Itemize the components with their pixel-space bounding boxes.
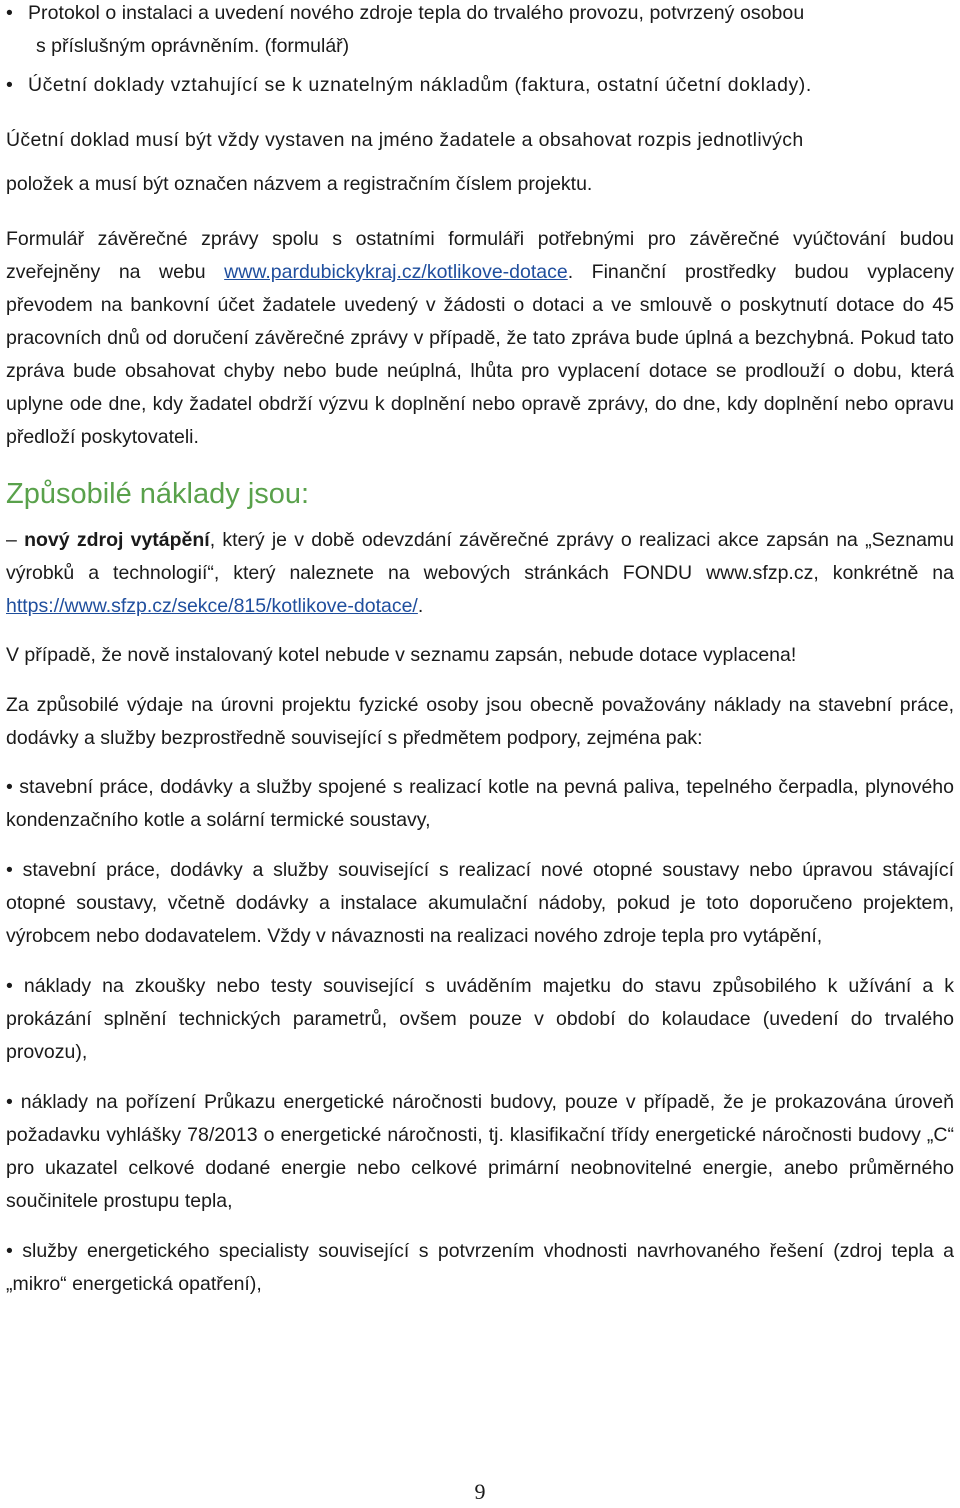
cost-item-tests: • náklady na zkoušky nebo testy související s uváděním majetku do stavu způsobilého k užívání a k prokázání splnění technických parametrů, ovšem pouze v období do kolaudace (uvedení do trvalého provozu),: [6, 975, 954, 1063]
bullet-item-invoices: [6, 69, 954, 102]
doc-para-line1: Účetní doklad musí být vždy vystaven na jméno žadatele a obsahovat rozpis jednotlivých: [6, 129, 804, 151]
cost-item-heat-source-works: • stavební práce, dodávky a služby spojené s realizací kotle na pevná paliva, tepelného čerpadla, plynového kondenzačního kotle a solární termické soustavy,: [6, 776, 954, 831]
bullet-text-protocol-line1: Protokol o instalaci a uvedení nového zdroje tepla do trvalého provozu, potvrzený osobou: [28, 2, 805, 24]
bullet-text-invoices: Účetní doklady vztahující se k uznatelným nákladům (faktura, ostatní účetní doklady).: [28, 74, 812, 96]
costs-intro-paragraph: Za způsobilé výdaje na úrovni projektu fyzické osoby jsou obecně považovány náklady na stavební práce, dodávky a služby bezprostředně související s předmětem podpory, zejména pak:: [6, 694, 954, 749]
new-heat-source-text: , který je v době odevzdání závěrečné zprávy o realizaci akce zapsán na „Seznamu výrobků a technologií“, který naleznete na webových stránkách FONDU www.sfzp.cz, konkrétně na: [6, 529, 955, 584]
not-listed-warning: V případě, že nově instalovaný kotel nebude v seznamu zapsán, nebude dotace vyplacena!: [6, 644, 797, 666]
bullet-text-protocol-line2: [6, 30, 954, 63]
sfzp-link[interactable]: https://www.sfzp.cz/sekce/815/kotlikove-dotace/: [6, 595, 418, 617]
cost-item-energy-certificate: • náklady na pořízení Průkazu energetické náročnosti budovy, pouze v případě, že je prokazována úroveň požadavku vyhlášky 78/2013 o energetické náročnosti, tj. klasifikační třídy energetické náročnosti budovy „C“ pro ukazatel celkové dodané energie nebo celkové primární neobnovitelné energie, anebo průměrného součinitele prostupu tepla,: [6, 1091, 954, 1212]
eligible-costs-heading: Způsobilé náklady jsou:: [6, 478, 310, 510]
cost-item-energy-specialist: • služby energetického specialisty související s potvrzením vhodnosti navrhovaného řešení (zdroj tepla a „mikro“ energetická opatření),: [6, 1240, 954, 1295]
new-heat-source-bold: nový zdroj vytápění: [24, 529, 210, 551]
cost-item-heating-system: • stavební práce, dodávky a služby související s realizací nové otopné soustavy nebo úpravou stávající otopné soustavy, včetně dodávky a instalace akumulační nádoby, pokud je toto doporučeno projektem, výrobcem nebo dodavatelem. Vždy v návaznosti na realizaci nového zdroje tepla pro vytápění,: [6, 859, 954, 947]
document-requirement-paragraph: [6, 118, 954, 206]
final-report-text-1: Formulář závěrečné zprávy spolu s ostatními formuláři potřebnými pro závěrečné vyúčtování budou zveřejněny na webu: [6, 228, 954, 283]
bullet-text-protocol-continuation: s příslušným oprávněním. (formulář): [36, 35, 350, 57]
pardubickykraj-link[interactable]: www.pardubickykraj.cz/kotlikove-dotace: [224, 261, 568, 283]
bullet-item-protocol: [6, 0, 954, 30]
new-heat-source-paragraph: [6, 524, 954, 623]
page-number: 9: [474, 1479, 486, 1504]
final-report-paragraph: [6, 223, 954, 454]
bullet-marker: •: [6, 74, 13, 96]
final-report-text-2: . Finanční prostředky budou vyplaceny převodem na bankovní účet žadatele uvedený v žádosti o dotaci a ve smlouvě o poskytnutí dotace do 45 pracovních dnů od doručení závěrečné zprávy v případě, že tato zpráva bude úplná a bezchybná. Pokud tato zpráva bude obsahovat chyby nebo bude neúplná, lhůta pro vyplacení dotace se prodlouží o dobu, která uplyne ode dne, kdy žadatel obdrží výzvu k doplnění nebo opravě zprávy, do dne, kdy doplnění nebo opravu předloží poskytovateli.: [6, 261, 954, 448]
new-heat-source-end: .: [417, 595, 424, 617]
doc-para-line2: položek a musí být označen názvem a registračním číslem projektu.: [6, 173, 593, 195]
bullet-marker: •: [6, 2, 13, 24]
dash-marker: –: [6, 529, 25, 551]
